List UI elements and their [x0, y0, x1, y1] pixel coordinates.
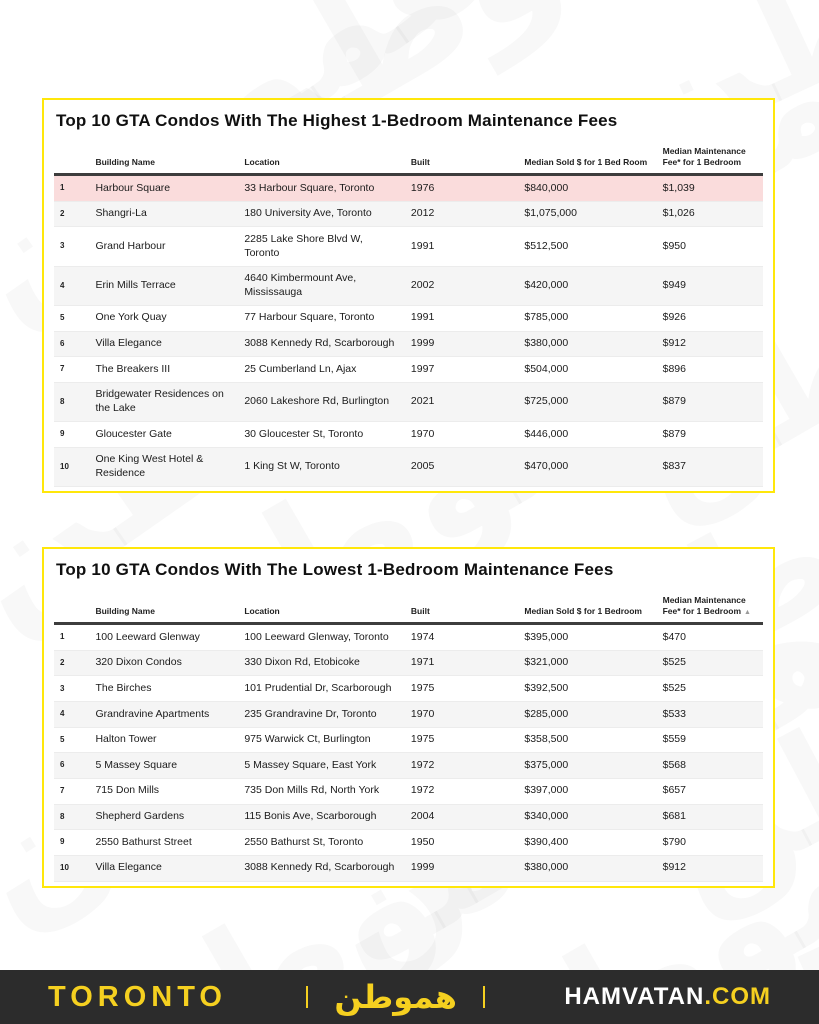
cell-median-sold: $397,000: [518, 778, 656, 804]
cell-building-name: Villa Elegance: [89, 855, 238, 881]
table-row: [54, 650, 763, 676]
cell-building-name: Halton Tower: [89, 727, 238, 753]
cell-building-name: Shepherd Gardens: [89, 804, 238, 830]
footer-bar: [0, 970, 819, 1024]
cell-built: 1976: [405, 175, 518, 202]
column-header-rank[interactable]: [54, 133, 89, 175]
table-row: [54, 382, 763, 421]
cell-built: 1974: [405, 624, 518, 651]
cell-median-sold: $390,400: [518, 830, 656, 856]
table-row: [54, 753, 763, 779]
cell-building-name: One York Quay: [89, 305, 238, 331]
cell-built: 1975: [405, 676, 518, 702]
cell-building-name: 5 Massey Square: [89, 753, 238, 779]
cell-median-fee: $926: [657, 305, 763, 331]
cell-median-sold: $375,000: [518, 753, 656, 779]
cell-building-name: 2550 Bathurst Street: [89, 830, 238, 856]
cell-median-sold: $470,000: [518, 447, 656, 486]
cell-built: 1999: [405, 331, 518, 357]
cell-rank: 2: [54, 201, 89, 227]
column-header-label: Median Maintenance Fee* for 1 Bedroom: [662, 595, 746, 617]
cell-built: 1971: [405, 650, 518, 676]
cell-built: 2004: [405, 804, 518, 830]
cell-building-name: Grand Harbour: [89, 227, 238, 266]
cell-median-fee: $681: [657, 804, 763, 830]
column-header-location[interactable]: [238, 133, 405, 175]
cell-location: 2550 Bathurst St, Toronto: [238, 830, 405, 856]
column-header-label: Building Name: [95, 606, 155, 617]
cell-built: 2012: [405, 201, 518, 227]
cell-median-sold: $785,000: [518, 305, 656, 331]
site-name: HAMVATAN: [564, 983, 705, 1010]
table-title-highest: Top 10 GTA Condos With The Highest 1-Bedroom Maintenance Fees: [56, 111, 618, 130]
highest-fees-card: [42, 98, 775, 493]
cell-median-sold: $725,000: [518, 382, 656, 421]
table-row: [54, 331, 763, 357]
cell-median-sold: $1,075,000: [518, 201, 656, 227]
cell-median-fee: $790: [657, 830, 763, 856]
cell-location: 1 King St W, Toronto: [238, 447, 405, 486]
cell-building-name: 715 Don Mills: [89, 778, 238, 804]
cell-rank: 1: [54, 624, 89, 651]
cell-median-fee: $525: [657, 650, 763, 676]
column-header-label: Median Maintenance Fee* for 1 Bedroom: [662, 146, 746, 168]
table-row: [54, 727, 763, 753]
column-header-built[interactable]: [405, 582, 518, 624]
column-header-location[interactable]: [238, 582, 405, 624]
cell-location: 100 Leeward Glenway, Toronto: [238, 624, 405, 651]
column-header-building-name[interactable]: [89, 133, 238, 175]
cell-built: 1997: [405, 357, 518, 383]
cell-building-name: Harbour Square: [89, 175, 238, 202]
cell-location: 975 Warwick Ct, Burlington: [238, 727, 405, 753]
table-row: [54, 778, 763, 804]
cell-built: 1970: [405, 702, 518, 728]
lowest-fees-card: [42, 547, 775, 888]
cell-location: 180 University Ave, Toronto: [238, 201, 405, 227]
cell-rank: 5: [54, 727, 89, 753]
cell-location: 735 Don Mills Rd, North York: [238, 778, 405, 804]
cell-median-fee: $912: [657, 855, 763, 881]
table-row: [54, 201, 763, 227]
cell-median-fee: $896: [657, 357, 763, 383]
cell-location: 3088 Kennedy Rd, Scarborough: [238, 331, 405, 357]
column-header-label: Built: [410, 157, 430, 168]
cell-building-name: 100 Leeward Glenway: [89, 624, 238, 651]
table-title-lowest: Top 10 GTA Condos With The Lowest 1-Bedroom Maintenance Fees: [56, 560, 614, 579]
cell-median-sold: $392,500: [518, 676, 656, 702]
footer-city-label: TORONTO: [48, 980, 227, 1013]
cell-median-fee: $879: [657, 382, 763, 421]
column-header-median-fee[interactable]: [657, 582, 763, 624]
cell-built: 1950: [405, 830, 518, 856]
cell-building-name: 320 Dixon Condos: [89, 650, 238, 676]
cell-built: 1999: [405, 855, 518, 881]
table-row: [54, 175, 763, 202]
table-row: [54, 830, 763, 856]
column-header-label: Location: [244, 606, 280, 617]
cell-built: 1972: [405, 778, 518, 804]
cell-location: 25 Cumberland Ln, Ajax: [238, 357, 405, 383]
table-row: [54, 266, 763, 305]
cell-location: 2285 Lake Shore Blvd W, Toronto: [238, 227, 405, 266]
footer-separator-left: [306, 986, 308, 1008]
cell-building-name: The Breakers III: [89, 357, 238, 383]
cell-rank: 9: [54, 422, 89, 448]
table-row: [54, 702, 763, 728]
column-header-label: Building Name: [95, 157, 155, 168]
column-header-median-sold[interactable]: [518, 133, 656, 175]
cell-built: 1991: [405, 227, 518, 266]
column-header-rank[interactable]: [54, 582, 89, 624]
table-row: [54, 447, 763, 486]
cell-median-fee: $525: [657, 676, 763, 702]
cell-rank: 7: [54, 357, 89, 383]
cell-rank: 4: [54, 702, 89, 728]
cell-rank: 10: [54, 855, 89, 881]
cell-location: 235 Grandravine Dr, Toronto: [238, 702, 405, 728]
cell-location: 30 Gloucester St, Toronto: [238, 422, 405, 448]
footer-logo-group: [306, 978, 485, 1016]
cell-rank: 9: [54, 830, 89, 856]
sort-ascending-icon: ▲: [744, 609, 751, 617]
table-row: [54, 422, 763, 448]
cell-rank: 4: [54, 266, 89, 305]
table-header-row: [54, 133, 763, 175]
cell-median-fee: $950: [657, 227, 763, 266]
hamvatan-logo: هموطن: [334, 978, 457, 1016]
cell-location: 33 Harbour Square, Toronto: [238, 175, 405, 202]
highest-fees-table: [54, 133, 763, 487]
table-row: [54, 357, 763, 383]
footer-separator-right: [483, 986, 485, 1008]
cell-building-name: Gloucester Gate: [89, 422, 238, 448]
cell-built: 2002: [405, 266, 518, 305]
cell-location: 77 Harbour Square, Toronto: [238, 305, 405, 331]
cell-median-fee: $568: [657, 753, 763, 779]
column-header-median-fee[interactable]: [657, 133, 763, 175]
cell-median-sold: $380,000: [518, 855, 656, 881]
cell-location: 115 Bonis Ave, Scarborough: [238, 804, 405, 830]
cell-building-name: Shangri-La: [89, 201, 238, 227]
cell-building-name: The Birches: [89, 676, 238, 702]
cell-median-fee: $559: [657, 727, 763, 753]
cell-building-name: Erin Mills Terrace: [89, 266, 238, 305]
column-header-median-sold[interactable]: [518, 582, 656, 624]
cell-building-name: Grandravine Apartments: [89, 702, 238, 728]
cell-built: 2005: [405, 447, 518, 486]
cell-built: 1970: [405, 422, 518, 448]
cell-median-fee: $879: [657, 422, 763, 448]
cell-median-sold: $420,000: [518, 266, 656, 305]
table-row: [54, 855, 763, 881]
cell-median-sold: $840,000: [518, 175, 656, 202]
cell-rank: 2: [54, 650, 89, 676]
cell-median-fee: $657: [657, 778, 763, 804]
cell-rank: 8: [54, 382, 89, 421]
cell-building-name: Villa Elegance: [89, 331, 238, 357]
lowest-fees-table: [54, 582, 763, 882]
cell-rank: 3: [54, 676, 89, 702]
cell-location: 5 Massey Square, East York: [238, 753, 405, 779]
table-row: [54, 227, 763, 266]
cell-rank: 6: [54, 331, 89, 357]
cell-location: 3088 Kennedy Rd, Scarborough: [238, 855, 405, 881]
cell-rank: 6: [54, 753, 89, 779]
cell-median-sold: $321,000: [518, 650, 656, 676]
column-header-label: Median Sold $ for 1 Bedroom: [524, 606, 642, 617]
cell-median-sold: $504,000: [518, 357, 656, 383]
cell-median-fee: $837: [657, 447, 763, 486]
cell-median-fee: $533: [657, 702, 763, 728]
cell-built: 1975: [405, 727, 518, 753]
cell-location: 2060 Lakeshore Rd, Burlington: [238, 382, 405, 421]
table-row: [54, 804, 763, 830]
table-row: [54, 305, 763, 331]
column-header-label: Median Sold $ for 1 Bed Room: [524, 157, 648, 168]
cell-building-name: Bridgewater Residences on the Lake: [89, 382, 238, 421]
cell-built: 2021: [405, 382, 518, 421]
cell-rank: 1: [54, 175, 89, 202]
cell-median-fee: $1,039: [657, 175, 763, 202]
cell-median-fee: $470: [657, 624, 763, 651]
cell-built: 1991: [405, 305, 518, 331]
cell-median-sold: $446,000: [518, 422, 656, 448]
cell-rank: 8: [54, 804, 89, 830]
table-header-row: [54, 582, 763, 624]
cell-median-sold: $380,000: [518, 331, 656, 357]
cell-median-sold: $340,000: [518, 804, 656, 830]
cell-median-sold: $358,500: [518, 727, 656, 753]
cell-location: 101 Prudential Dr, Scarborough: [238, 676, 405, 702]
cell-median-fee: $912: [657, 331, 763, 357]
cell-median-fee: $1,026: [657, 201, 763, 227]
table-row: [54, 624, 763, 651]
cell-rank: 5: [54, 305, 89, 331]
site-link[interactable]: [564, 983, 771, 1011]
table-row: [54, 676, 763, 702]
cell-median-sold: $285,000: [518, 702, 656, 728]
cell-built: 1972: [405, 753, 518, 779]
cell-building-name: One King West Hotel & Residence: [89, 447, 238, 486]
column-header-label: Location: [244, 157, 280, 168]
cell-median-sold: $395,000: [518, 624, 656, 651]
cell-location: 4640 Kimbermount Ave, Mississauga: [238, 266, 405, 305]
column-header-built[interactable]: [405, 133, 518, 175]
cell-rank: 3: [54, 227, 89, 266]
column-header-building-name[interactable]: [89, 582, 238, 624]
cell-location: 330 Dixon Rd, Etobicoke: [238, 650, 405, 676]
site-tld: .COM: [704, 983, 771, 1010]
cell-median-sold: $512,500: [518, 227, 656, 266]
cell-median-fee: $949: [657, 266, 763, 305]
column-header-label: Built: [410, 606, 430, 617]
cell-rank: 10: [54, 447, 89, 486]
cell-rank: 7: [54, 778, 89, 804]
